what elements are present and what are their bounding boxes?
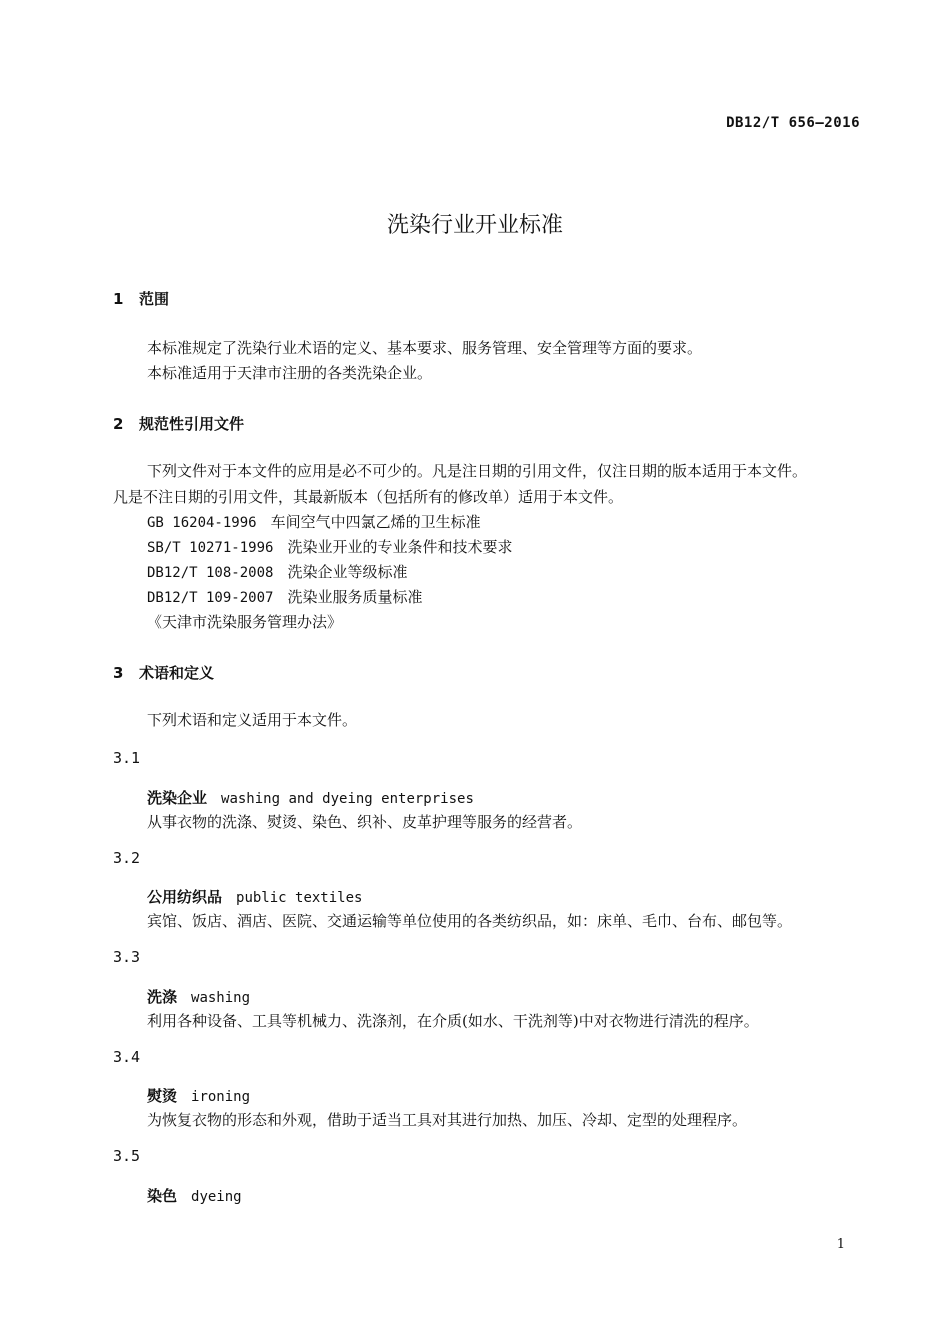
term-definition: 从事衣物的洗涤、熨烫、染色、织补、皮革护理等服务的经营者。 <box>147 813 583 831</box>
paragraph: 本标准适用于天津市注册的各类洗染企业。 <box>147 364 433 382</box>
reference-code: SB/T 10271-1996 <box>147 540 274 556</box>
section-title: 规范性引用文件 <box>139 415 245 433</box>
reference-title: 洗染业服务质量标准 <box>287 588 423 606</box>
reference-code: GB 16204-1996 <box>147 515 257 531</box>
term-entry <box>147 986 250 1007</box>
subclause-number: 3.1 <box>113 749 141 767</box>
term-entry <box>147 1185 242 1206</box>
subclause-number: 3.2 <box>113 849 141 867</box>
term-zh: 染色 <box>147 1187 178 1205</box>
page-number: 1 <box>836 1237 845 1252</box>
reference-item <box>147 586 422 607</box>
standard-code: DB12/T 656—2016 <box>726 115 860 131</box>
paragraph: 本标准规定了洗染行业术语的定义、基本要求、服务管理、安全管理等方面的要求。 <box>147 339 703 357</box>
reference-title: 洗染业开业的专业条件和技术要求 <box>287 538 513 556</box>
subclause-number: 3.3 <box>113 948 141 966</box>
paragraph-references-intro <box>113 461 863 507</box>
term-en: dyeing <box>191 1189 242 1205</box>
reference-item <box>147 561 407 582</box>
reference-item: 《天津市洗染服务管理办法》 <box>147 613 343 631</box>
paragraph-line: 下列文件对于本文件的应用是必不可少的。凡是注日期的引用文件，仅注日期的版本适用于本文件。 <box>147 462 808 480</box>
term-definition: 利用各种设备、工具等机械力、洗涤剂，在介质(如水、干洗剂等)中对衣物进行清洗的程序。 <box>147 1012 759 1030</box>
section-number: 3 <box>113 664 124 682</box>
term-entry <box>147 886 362 907</box>
term-entry <box>147 1085 250 1106</box>
section-heading-terms-definitions <box>113 662 214 683</box>
term-zh: 洗涤 <box>147 988 178 1006</box>
section-title: 术语和定义 <box>139 664 215 682</box>
subclause-number: 3.4 <box>113 1048 141 1066</box>
reference-item <box>147 511 481 532</box>
reference-title: 车间空气中四氯乙烯的卫生标准 <box>270 513 481 531</box>
section-number: 2 <box>113 415 124 433</box>
reference-code: DB12/T 109-2007 <box>147 590 274 606</box>
term-en: washing <box>191 990 251 1006</box>
paragraph: 下列术语和定义适用于本文件。 <box>147 711 358 729</box>
section-title: 范围 <box>139 290 170 308</box>
section-heading-scope <box>113 288 169 309</box>
term-definition: 宾馆、饭店、酒店、医院、交通运输等单位使用的各类纺织品，如：床单、毛巾、台布、邮包等。 <box>147 912 793 930</box>
paragraph-line: 凡是不注日期的引用文件，其最新版本（包括所有的修改单）适用于本文件。 <box>113 488 624 506</box>
term-en: washing and dyeing enterprises <box>221 791 474 807</box>
section-heading-normative-references <box>113 413 244 434</box>
term-definition: 为恢复衣物的形态和外观，借助于适当工具对其进行加热、加压、冷却、定型的处理程序。 <box>147 1111 748 1129</box>
reference-item <box>147 536 512 557</box>
term-zh: 熨烫 <box>147 1087 178 1105</box>
term-entry <box>147 787 474 808</box>
reference-title: 洗染企业等级标准 <box>287 563 408 581</box>
section-number: 1 <box>113 290 124 308</box>
reference-code: DB12/T 108-2008 <box>147 565 274 581</box>
subclause-number: 3.5 <box>113 1147 141 1165</box>
term-zh: 洗染企业 <box>147 789 208 807</box>
term-zh: 公用纺织品 <box>147 888 223 906</box>
term-en: ironing <box>191 1089 251 1105</box>
term-en: public textiles <box>236 890 363 906</box>
document-title: 洗染行业开业标准 <box>386 213 563 238</box>
